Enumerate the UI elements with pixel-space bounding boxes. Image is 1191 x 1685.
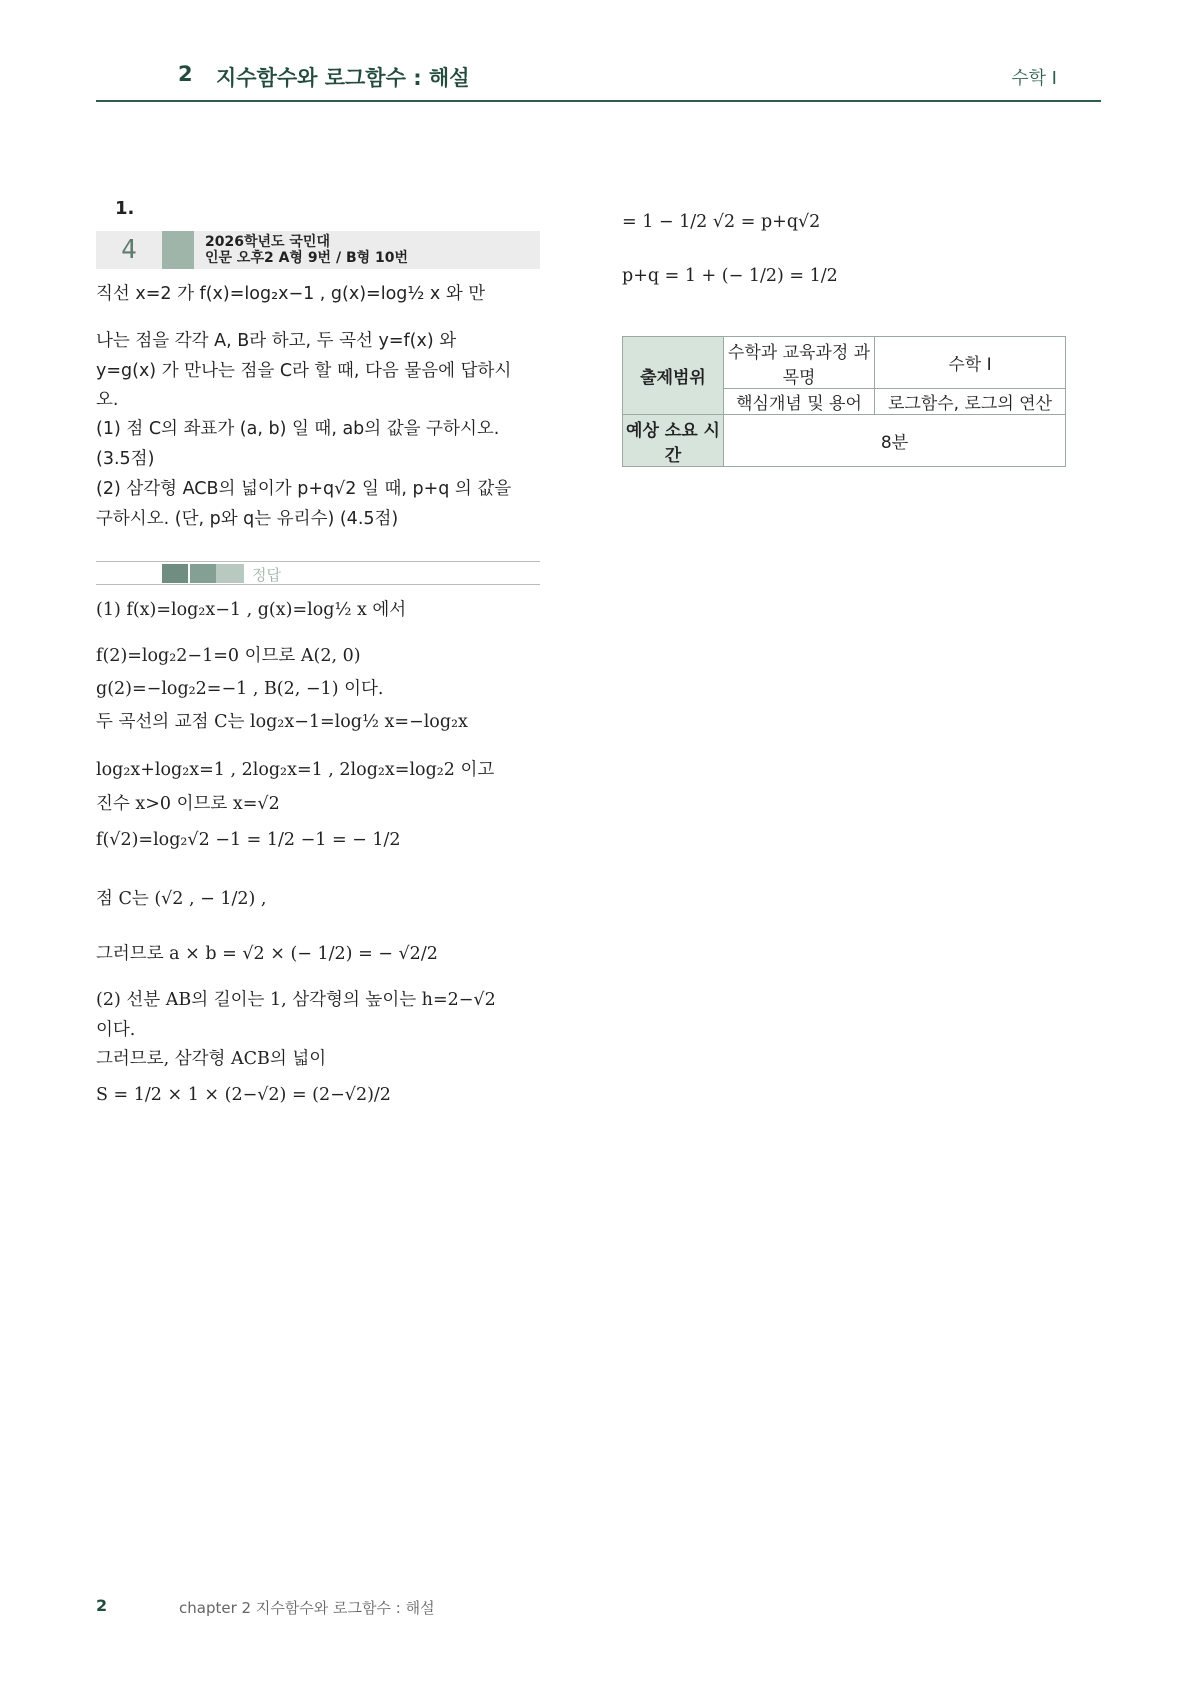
time-header: 예상 소요 시간 <box>623 415 724 467</box>
answer-line: 이다. <box>96 1020 136 1040</box>
answer-line: log₂x+log₂x=1 , 2log₂x=1 , 2log₂x=log₂2 이고 <box>96 760 495 780</box>
answer-line: (2) 선분 AB의 길이는 1, 삼각형의 높이는 h=2−√2 <box>96 990 496 1010</box>
answer-line: 진수 x>0 이므로 x=√2 <box>96 794 280 814</box>
source-line-1: 2026학년도 국민대 <box>205 234 330 250</box>
problem-source-bar <box>96 231 540 269</box>
answer-bar-block <box>162 564 188 583</box>
answer-label: 정답 <box>252 566 281 584</box>
answer-line: 점 C는 (√2 , − 1/2) , <box>96 889 267 909</box>
concept-label: 핵심개념 및 용어 <box>724 389 875 415</box>
answer-line: 그러므로 a × b = √2 × (− 1/2) = − √2/2 <box>96 944 438 964</box>
scope-header: 출제범위 <box>623 337 724 415</box>
answer-line: g(2)=−log₂2=−1 , B(2, −1) 이다. <box>96 679 384 699</box>
answer-right-line: p+q = 1 + (− 1/2) = 1/2 <box>622 266 838 286</box>
problem-badge: 4 <box>121 235 137 265</box>
problem-number: 1. <box>115 198 135 219</box>
answer-line: 두 곡선의 교점 C는 log₂x−1=log½ x=−log₂x <box>96 712 468 732</box>
page-header <box>96 58 1101 102</box>
scope-table <box>622 336 1066 467</box>
curriculum-label: 수학과 교육과정 과목명 <box>724 337 875 389</box>
answer-line: (1) f(x)=log₂x−1 , g(x)=log½ x 에서 <box>96 600 407 620</box>
problem-line: (2) 삼각형 ACB의 넓이가 p+q√2 일 때, p+q 의 값을 <box>96 479 512 499</box>
source-bar-block <box>162 231 194 269</box>
source-line-2: 인문 오후2 A형 9번 / B형 10번 <box>205 250 409 266</box>
answer-line: S = 1/2 × 1 × (2−√2) = (2−√2)/2 <box>96 1085 391 1105</box>
answer-bar-block <box>190 564 216 583</box>
time-value: 8분 <box>724 415 1066 467</box>
problem-line: (3.5점) <box>96 449 155 469</box>
footer-text: chapter 2 지수함수와 로그함수 : 해설 <box>179 1599 435 1617</box>
chapter-number: 2 <box>178 62 193 86</box>
answer-bar-block <box>216 564 244 583</box>
answer-right-line: = 1 − 1/2 √2 = p+q√2 <box>622 212 821 232</box>
answer-bar <box>96 561 540 585</box>
chapter-title: 지수함수와 로그함수 : 해설 <box>216 66 470 90</box>
problem-line: 구하시오. (단, p와 q는 유리수) (4.5점) <box>96 509 399 529</box>
problem-line: 직선 x=2 가 f(x)=log₂x−1 , g(x)=log½ x 와 만 <box>96 284 486 304</box>
subject-label: 수학 I <box>1011 68 1057 89</box>
problem-line: (1) 점 C의 좌표가 (a, b) 일 때, ab의 값을 구하시오. <box>96 419 500 439</box>
answer-line: f(2)=log₂2−1=0 이므로 A(2, 0) <box>96 646 361 666</box>
problem-line: 오. <box>96 390 119 410</box>
problem-line: y=g(x) 가 만나는 점을 C라 할 때, 다음 물음에 답하시 <box>96 361 512 381</box>
page-number: 2 <box>96 1596 108 1615</box>
concept-value: 로그함수, 로그의 연산 <box>875 389 1066 415</box>
answer-line: f(√2)=log₂√2 −1 = 1/2 −1 = − 1/2 <box>96 830 401 850</box>
answer-line: 그러므로, 삼각형 ACB의 넓이 <box>96 1049 327 1069</box>
curriculum-value: 수학 I <box>875 337 1066 389</box>
problem-line: 나는 점을 각각 A, B라 하고, 두 곡선 y=f(x) 와 <box>96 331 457 351</box>
